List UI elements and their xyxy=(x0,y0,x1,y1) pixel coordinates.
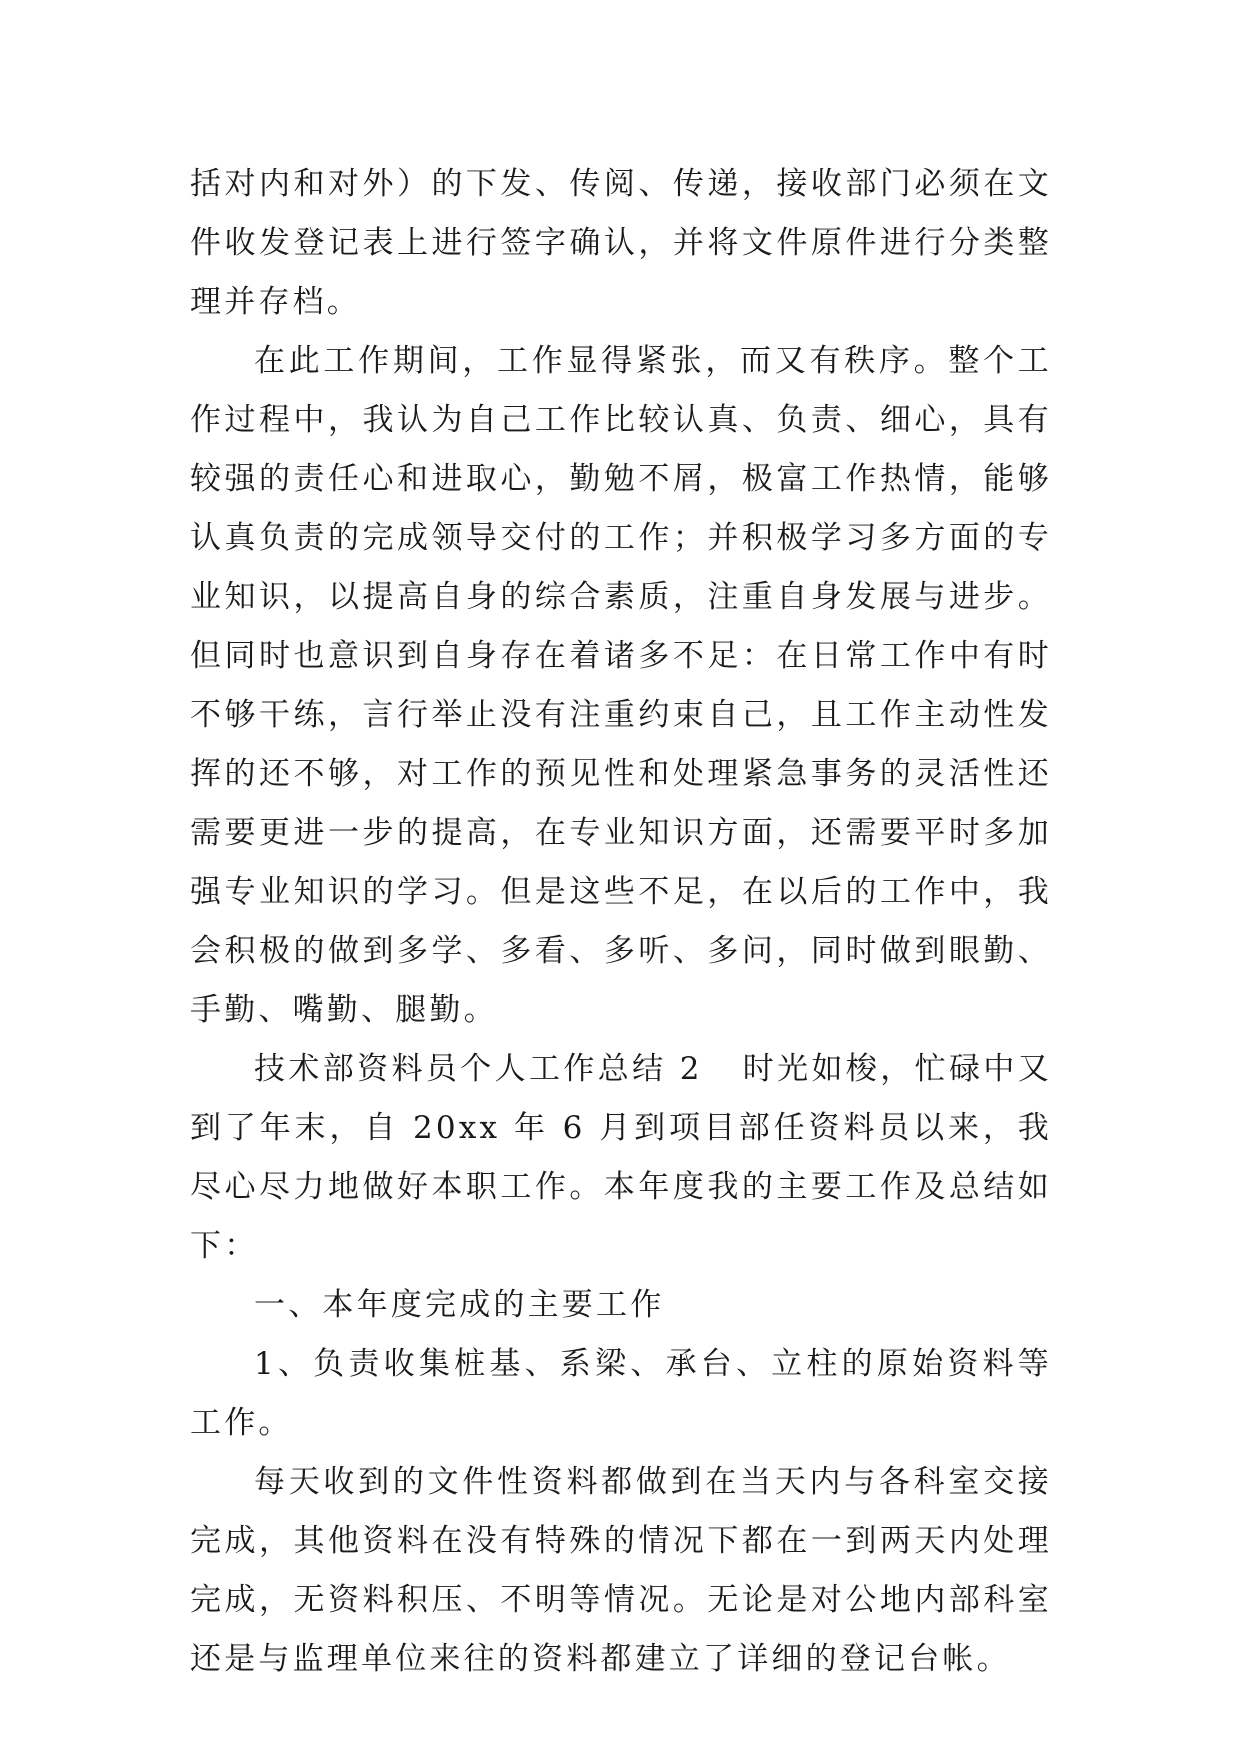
section-heading: 技术部资料员个人工作总结 2 xyxy=(254,1051,703,1087)
paragraph-6: 每天收到的文件性资料都做到在当天内与各科室交接完成，其他资料在没有特殊的情况下都在一到两天内处理完成，无资料积压、不明等情况。无论是对公地内部科室还是与监理单位来往的资料都建立了详细的登记台帐。 xyxy=(190,1464,1052,1677)
paragraph-2: 在此工作期间，工作显得紧张，而又有秩序。整个工作过程中，我认为自己工作比较认真、负责、细心，具有较强的责任心和进取心，勤勉不屑，极富工作热情，能够认真负责的完成领导交付的工作；并积极学习多方面的专业知识，以提高自身的综合素质，注重自身发展与进步。但同时也意识到自身存在着诸多不足：在日常工作中有时不够干练，言行举止没有注重约束自己，且工作主动性发挥的还不够，对工作的预见性和处理紧急事务的灵活性还需要更进一步的提高，在专业知识方面，还需要平时多加强专业知识的学习。但是这些不足，在以后的工作中，我会积极的做到多学、多看、多听、多问，同时做到眼勤、手勤、嘴勤、腿勤。 xyxy=(190,343,1052,1028)
paragraph-3 xyxy=(190,1040,1052,1276)
paragraph-3-text: 时光如梭，忙碌中又到了年末，自 20xx 年 6 月到项目部任资料员以来，我尽心尽力地做好本职工作。本年度我的主要工作及总结如下： xyxy=(190,1051,1052,1264)
document-body xyxy=(190,155,1052,1689)
paragraph-4: 一、本年度完成的主要工作 xyxy=(254,1287,665,1323)
paragraph-1: 括对内和对外）的下发、传阅、传递，接收部门必须在文件收发登记表上进行签字确认，并将文件原件进行分类整理并存档。 xyxy=(190,166,1052,320)
paragraph-5: 1、负责收集桩基、系梁、承台、立柱的原始资料等工作。 xyxy=(190,1346,1052,1441)
